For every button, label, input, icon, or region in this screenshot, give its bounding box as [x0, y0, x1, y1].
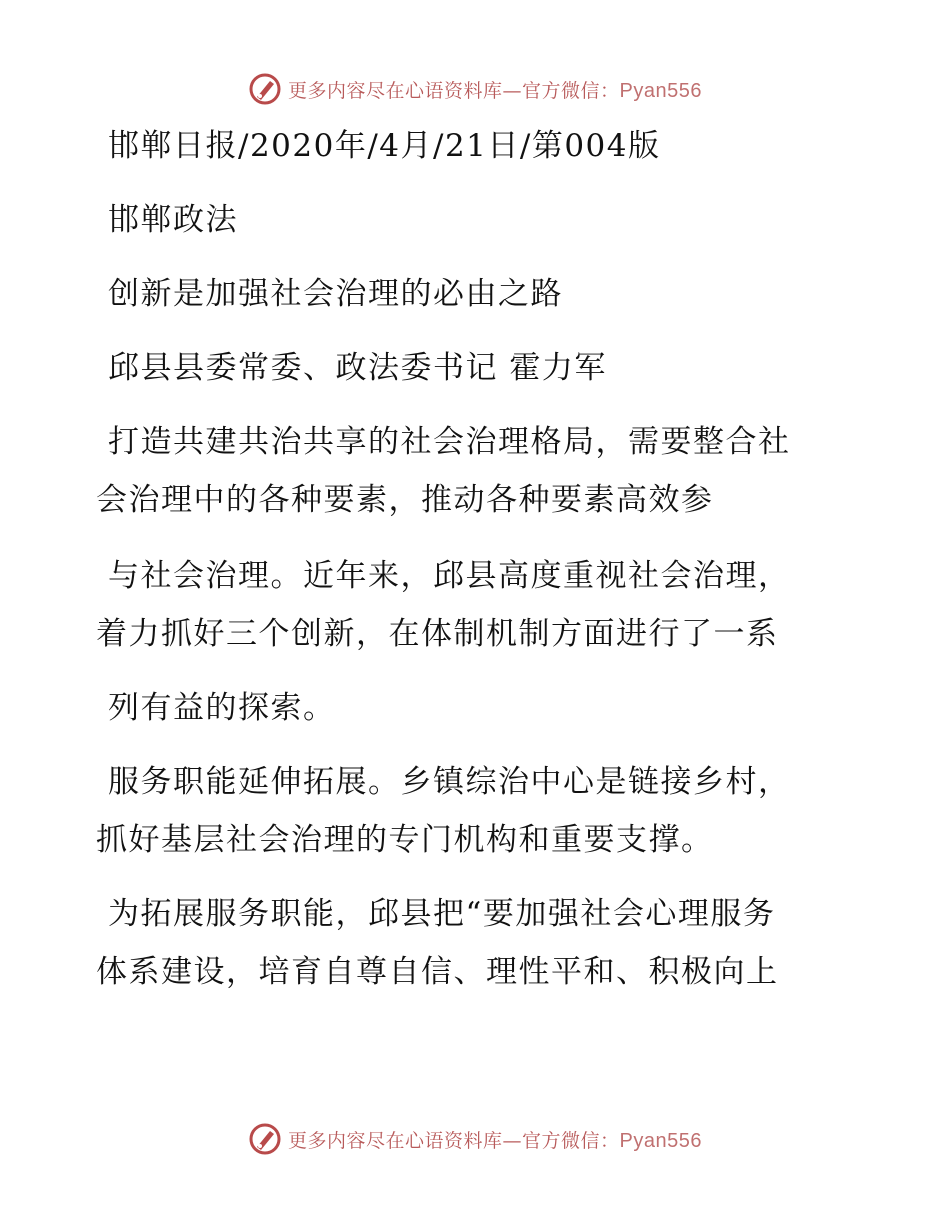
footer-watermark — [0, 1122, 950, 1156]
paragraph-line: 着力抓好三个创新，在体制机制方面进行了一系 — [96, 616, 779, 652]
watermark-text: 更多内容尽在心语资料库—官方微信：Pyan556 — [288, 1129, 702, 1152]
watermark-id: Pyan556 — [619, 79, 702, 102]
article-title: 创新是加强社会治理的必由之路 — [108, 276, 563, 312]
paragraph-line: 打造共建共治共享的社会治理格局，需要整合社 — [108, 424, 791, 460]
paragraph-line: 列有益的探索。 — [108, 690, 336, 726]
watermark-id: Pyan556 — [619, 1129, 702, 1152]
watermark-text: 更多内容尽在心语资料库—官方微信：Pyan556 — [288, 79, 702, 102]
paragraph-line: 为拓展服务职能，邱县把“要加强社会心理服务 — [108, 896, 776, 932]
paragraph-line: 抓好基层社会治理的专门机构和重要支撑。 — [96, 822, 714, 858]
pen-seal-icon — [248, 72, 282, 106]
dateline: 邯郸日报/2020年/4月/21日/第004版 — [108, 128, 661, 164]
paragraph-line: 服务职能延伸拓展。乡镇综治中心是链接乡村， — [108, 764, 791, 800]
header-watermark — [0, 72, 950, 106]
paragraph-line: 与社会治理。近年来，邱县高度重视社会治理， — [108, 558, 791, 594]
pen-seal-icon — [248, 1122, 282, 1156]
section-name: 邯郸政法 — [108, 202, 238, 238]
article-author: 邱县县委常委、政法委书记 霍力军 — [108, 350, 607, 386]
paragraph-line: 体系建设，培育自尊自信、理性平和、积极向上 — [96, 954, 779, 990]
paragraph-line: 会治理中的各种要素，推动各种要素高效参 — [96, 482, 714, 518]
